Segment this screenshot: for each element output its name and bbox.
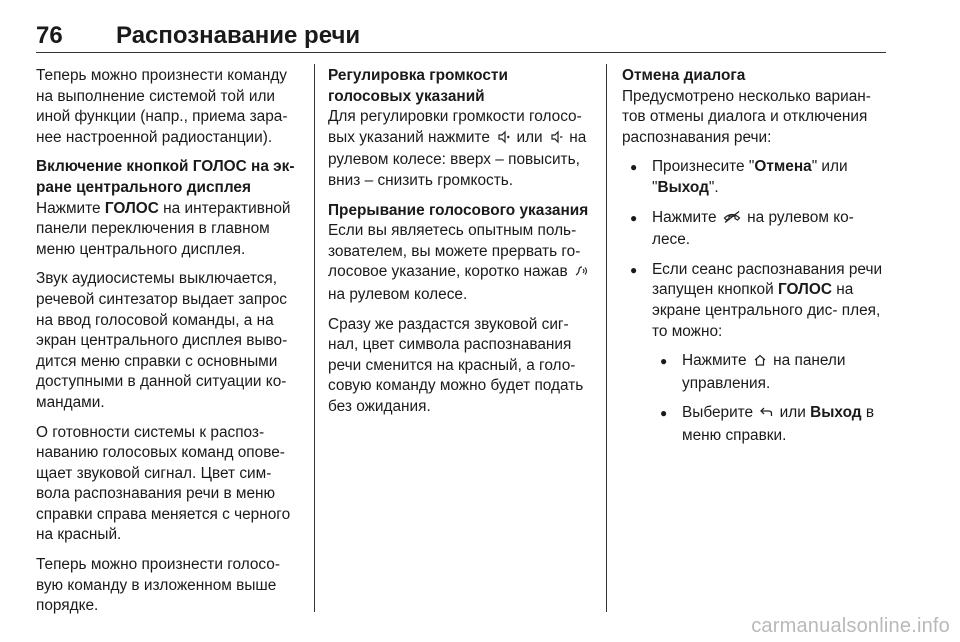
paragraph-readiness-signal: О готовности системы к распоз- наванию голосовых команд опове- щает звуковой сигнал. Цвет сим- вола распознавания речи в меню справки справа меняется с черного на красный.: [36, 423, 291, 544]
text-span: на экране центрального дис- плея, то можно:: [652, 281, 881, 340]
text-span: на рулевом ко- лесе.: [652, 208, 854, 249]
column-right: [622, 66, 886, 456]
list-item: [652, 351, 886, 394]
column-left: [36, 66, 300, 626]
volume-down-icon: [549, 130, 563, 151]
page-title: Распознавание речи: [116, 22, 361, 49]
back-arrow-icon: [759, 405, 773, 426]
cancel-options-list: [622, 157, 886, 446]
text-span: на интерактивной панели переключения в главном меню центрального дисплея.: [36, 199, 291, 258]
text-span: Нажмите: [652, 208, 721, 226]
text-span: Для регулировки громкости голосо- вых указаний нажмите: [328, 108, 582, 146]
paragraph-interrupt: [328, 221, 592, 305]
list-item: [622, 157, 886, 198]
text-span: Нажмите: [36, 199, 105, 217]
paragraph-volume: [328, 107, 592, 191]
list-item: [622, 208, 886, 251]
text-span: в меню справки.: [682, 404, 874, 444]
page-header: [36, 22, 886, 52]
text-span: Нажмите: [682, 352, 751, 370]
column-divider-2: [606, 64, 607, 612]
text-span: Выберите: [682, 404, 758, 422]
paragraph-press-voice: [36, 199, 300, 261]
bold-voice-label: ГОЛОС: [777, 281, 832, 299]
text-span: или: [775, 404, 811, 422]
header-rule: [36, 52, 886, 53]
column-middle: [328, 66, 592, 427]
sub-options-list: [652, 351, 886, 446]
end-call-icon: [723, 210, 741, 231]
paragraph-after-interrupt: Сразу же раздастся звуковой сиг- нал, цвет символа распознавания речи сменится на красный, а голо- совую команду можно будет подать без ожидания.: [328, 315, 584, 415]
text-span: ".: [708, 178, 719, 196]
column-divider-1: [314, 64, 315, 612]
voice-steering-icon: [574, 264, 588, 285]
text-span: на рулевом колесе: вверх – повысить, вниз – снизить громкость.: [328, 128, 587, 189]
bold-cancel-word: Отмена: [754, 158, 812, 176]
text-span: на панели управления.: [682, 352, 846, 392]
watermark: carmanualsonline.info: [751, 615, 950, 637]
list-item: [652, 403, 886, 446]
home-icon: [753, 353, 767, 374]
section-heading-volume: Регулировка громкости голосовых указаний: [328, 67, 508, 105]
paragraph-cancel-options: Предусмотрено несколько вариан- тов отмены диалога и отключения распознавания речи:: [622, 87, 871, 146]
list-item: [622, 260, 886, 447]
section-heading-voice-button: Включение кнопкой ГОЛОС на эк- ране центрального дисплея: [36, 158, 295, 196]
text-span: или: [512, 128, 547, 146]
section-heading-cancel: Отмена диалога: [622, 67, 746, 84]
intro-paragraph: Теперь можно произнести команду на выполнение системой той или иной функции (напр., приема зара- нее настроенной радиостанции).: [36, 67, 288, 146]
section-heading-interrupt: Прерывание голосового указания: [328, 201, 589, 219]
bold-voice-label: ГОЛОС: [104, 199, 159, 217]
paragraph-speak-command: Теперь можно произнести голосо- вую команду в изложенном выше порядке.: [36, 556, 280, 615]
paragraph-audio-muted: Звук аудиосистемы выключается, речевой синтезатор выдает запрос на ввод голосовой команды, а на экран центрального дисплея выво- дится меню справки с основными доступными в данной ситуации ко- мандами.: [36, 270, 288, 411]
text-span: Если вы являетесь опытным поль- зователем, вы можете прервать го- лосовое указание, коротко нажав: [328, 222, 581, 281]
text-span: Если сеанс распознавания речи запущен кнопкой: [652, 260, 883, 299]
bold-exit-word: Выход: [810, 404, 862, 422]
page-number: 76: [36, 22, 63, 49]
text-span: Произнесите ": [652, 158, 755, 176]
text-span: на рулевом колесе.: [328, 285, 468, 303]
text-span: " или ": [652, 158, 848, 196]
bold-exit-word: Выход: [657, 178, 709, 196]
volume-up-icon: [496, 130, 510, 151]
